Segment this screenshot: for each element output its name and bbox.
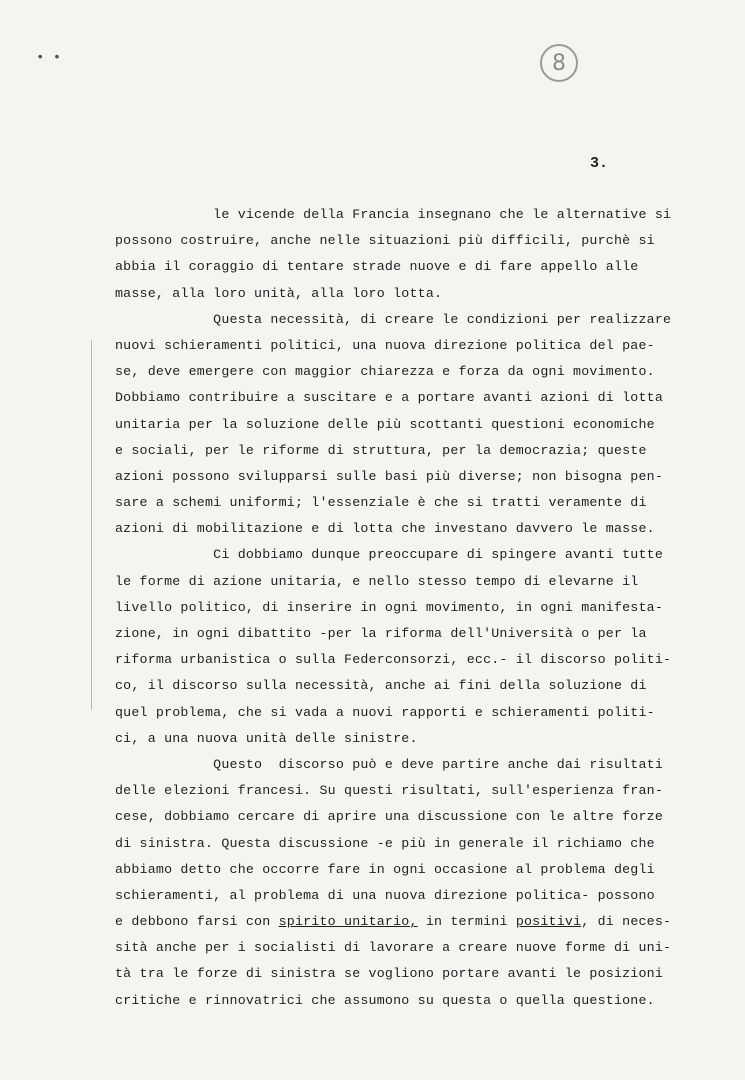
text-line: abbia il coraggio di tentare strade nuove e di fare appello alle	[115, 259, 639, 275]
text-line: zione, in ogni dibattito -per la riforma dell'Università o per la	[115, 626, 647, 641]
page-number: 3.	[590, 155, 609, 172]
corner-marks: • •	[36, 50, 62, 66]
text-line: nuovi schieramenti politici, una nuova direzione politica del pae-	[115, 337, 655, 353]
underlined-phrase: positivi	[515, 914, 582, 930]
text-line: azioni possono svilupparsi sulle basi più diverse; non bisogna pen-	[115, 468, 664, 484]
text-segment: e debbono farsi con	[115, 914, 279, 930]
text-line: riforma urbanistica o sulla Federconsorzi, ecc.- il discorso politi-	[115, 652, 672, 668]
text-line: Questa necessità, di creare le condizioni per realizzare	[115, 311, 672, 327]
text-line: masse, alla loro unità, alla loro lotta.	[115, 285, 443, 301]
underlined-phrase: spirito unitario,	[278, 914, 418, 930]
text-line: azioni di mobilitazione e di lotta che investano davvero le masse.	[115, 521, 655, 537]
text-line: unitaria per la soluzione delle più scottanti questioni economiche	[115, 416, 655, 432]
text-line: schieramenti, al problema di una nuova direzione politica- possono	[115, 887, 655, 903]
text-line: livello politico, di inserire in ogni movimento, in ogni manifesta-	[115, 599, 664, 615]
text-segment: , di neces-	[581, 914, 672, 930]
text-line: Questo discorso può e deve partire anche dai risultati	[115, 756, 664, 772]
text-line: e sociali, per le riforme di struttura, per la democrazia; queste	[115, 442, 647, 458]
text-line: abbiamo detto che occorre fare in ogni occasione al problema degli	[115, 861, 655, 877]
text-line: sità anche per i socialisti di lavorare a creare nuove forme di uni-	[115, 940, 672, 956]
text-line: possono costruire, anche nelle situazioni più difficili, purchè si	[115, 233, 655, 249]
text-line: critiche e rinnovatrici che assumono su questa o quella questione.	[115, 992, 655, 1008]
text-line: Dobbiamo contribuire a suscitare e a portare avanti azioni di lotta	[115, 390, 664, 406]
text-line: co, il discorso sulla necessità, anche ai fini della soluzione di	[115, 678, 647, 694]
text-line: Ci dobbiamo dunque preoccupare di spingere avanti tutte	[115, 547, 664, 563]
text-line: quel problema, che si vada a nuovi rapporti e schieramenti politi-	[115, 704, 655, 720]
text-line: ci, a una nuova unità delle sinistre.	[115, 730, 418, 746]
body-text	[115, 202, 715, 1014]
text-line-underlined	[115, 909, 715, 935]
text-line: di sinistra. Questa discussione -e più in generale il richiamo che	[115, 835, 655, 851]
text-line: le forme di azione unitaria, e nello stesso tempo di elevarne il	[115, 573, 639, 589]
page-stamp: 8	[540, 44, 578, 82]
text-line: delle elezioni francesi. Su questi risultati, sull'esperienza fran-	[115, 783, 664, 799]
text-line: se, deve emergere con maggior chiarezza e forza da ogni movimento.	[115, 364, 655, 380]
text-line: tà tra le forze di sinistra se vogliono portare avanti le posizioni	[115, 966, 664, 982]
text-line: le vicende della Francia insegnano che le alternative si	[115, 207, 672, 222]
text-line: sare a schemi uniformi; l'essenziale è che si tratti veramente di	[115, 495, 647, 511]
text-line: cese, dobbiamo cercare di aprire una discussione con le altre forze	[115, 809, 664, 825]
text-segment: in termini	[417, 914, 516, 930]
margin-mark	[91, 340, 92, 710]
